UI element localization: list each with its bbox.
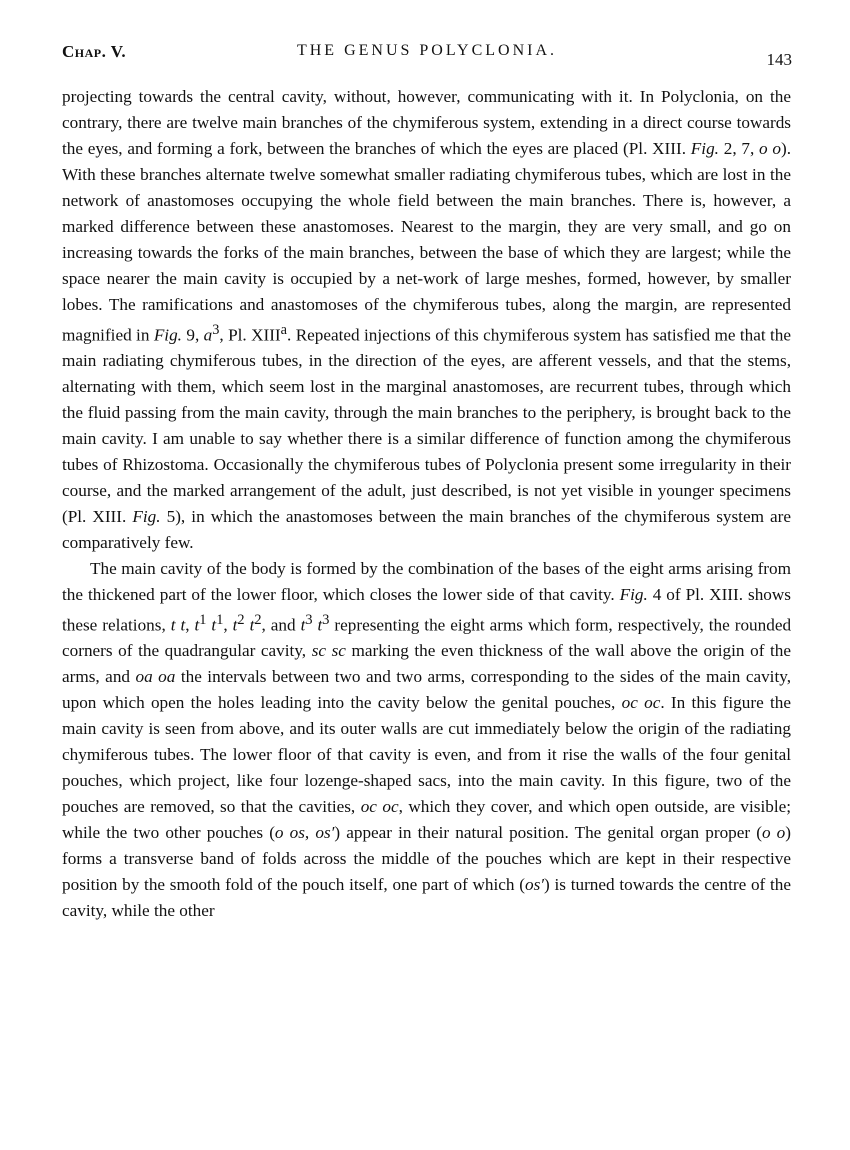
running-title: THE GENUS POLYCLONIA.: [296, 42, 558, 59]
paragraph-p2: The main cavity of the body is formed by the combination of the bases of the eight arms arising from the thickened part of the lower floor, which closes the lower side of that cavity. Fig. 4 of Pl. XIII. shows these relations, t t, $t^1$ $t^1$, $t^2$ $t^2$, and $t^3$ $t^3$ representing the eight arms which form, respectively, the rounded corners of the quadrangular cavity, sc sc marking the even thickness of the wall above the origin of the arms, and oa oa the intervals between two and two arms, corresponding to the sides of the main cavity, upon which open the holes leading into the cavity below the genital pouches, oc oc. In this figure the main cavity is seen from above, and its outer walls are cut immediately below the origin of the radiating chymiferous tubes. The lower floor of that cavity is even, and from it rise the walls of the four genital pouches, which project, like four lozenge-shaped sacs, into the main cavity. In this figure, two of the pouches are removed, so that the cavities, oc oc, which they cover, and which open outside, are visible; while the two other pouches (o os, os′) appear in their natural position. The genital organ proper (o o) forms a transverse band of folds across the middle of the pouches which are kept in their respective position by the smooth fold of the pouch itself, one part of which (os′) is turned towards the centre of the cavity, while the other: [62, 558, 792, 921]
body-text: [62, 84, 791, 924]
running-head: [62, 36, 792, 68]
page-number: 143: [766, 50, 792, 69]
paragraph-p1: projecting towards the central cavity, without, however, communicating with it. In Polyclonia, on the contrary, there are twelve main branches of the chymiferous system, extending in a direct course towards the eyes, and forming a fork, between the branches of which the eyes are placed (Pl. XIII. Fig. 2, 7, o o). With these branches alternate twelve somewhat smaller radiating chymiferous tubes, which are lost in the network of anastomoses occupying the whole field between the main branches. There is, however, a marked difference between these anastomoses. Nearest to the margin, they are very small, and go on increasing towards the forks of the main branches, between the base of which they are largest; while the space nearer the main cavity is occupied by a net-work of large meshes, formed, however, by smaller lobes. The ramifications and anastomoses of the chymiferous tubes, along the margin, are represented magnified in Fig. 9, $a^3$, Pl. XIII$^a$. Repeated injections of this chymiferous system has satisfied me that the main radiating chymiferous tubes, in the direction of the eyes, are afferent vessels, and that the stems, alternating with them, which seem lost in the marginal anastomoses, are recurrent tubes, through which the fluid passing from the main cavity, through the main branches to the periphery, is brought back to the main cavity. I am unable to say whether there is a similar difference of function among the chymiferous tubes of Rhizostoma. Occasionally the chymiferous tubes of Polyclonia present some irregularity in their course, and the marked arrangement of the adult, just described, is not yet visible in younger specimens (Pl. XIII. Fig. 5), in which the anastomoses between the main branches of the chymiferous system are comparatively few.: [62, 87, 792, 552]
chapter-label: Chap. V.: [62, 42, 127, 61]
